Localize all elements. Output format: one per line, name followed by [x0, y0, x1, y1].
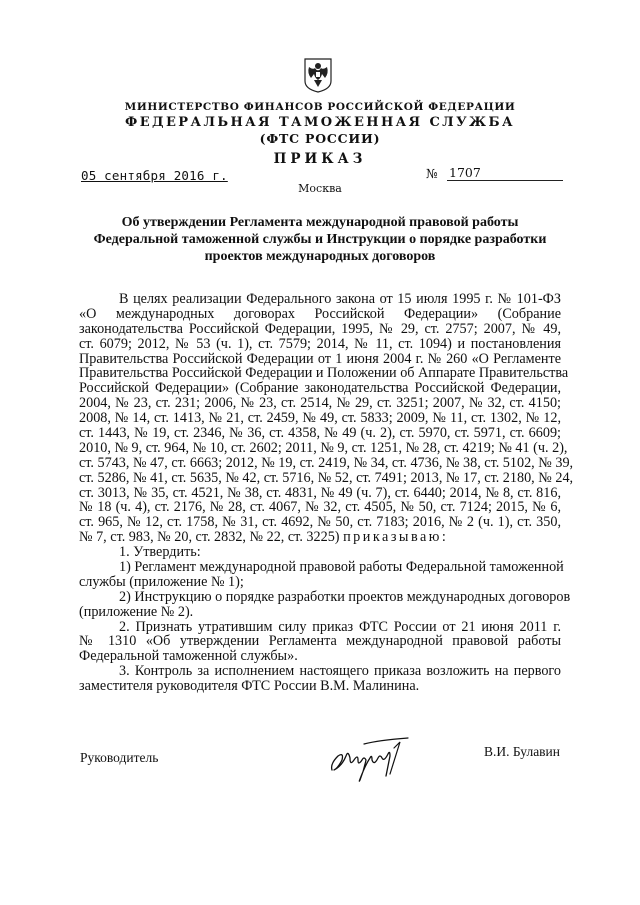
citation-end: № 7, ст. 983, № 20, ст. 2832, № 22, ст. 3225) [79, 529, 340, 546]
document-type: ПРИКАЗ [273, 151, 367, 167]
body-line: 2004, № 23, ст. 231; 2006, № 23, ст. 2514, № 29, ст. 3251; 2007, № 32, ст. 4150; [79, 395, 561, 412]
body-line: законодательства Российской Федерации, 1995, № 29, ст. 2757; 2007, № 49, [79, 320, 561, 337]
title-line: Об утверждении Регламента международной правовой работы [121, 215, 519, 230]
body-line: Правительства Российской Федерации от 1 июня 2004 г. № 260 «О Регламенте [79, 350, 561, 367]
body-line: № 18 (ч. 4), ст. 2176, № 28, ст. 4067, № 32, ст. 4505, № 50, ст. 7124; 2015, № 6, [79, 499, 561, 516]
agency-name: ФЕДЕРАЛЬНАЯ ТАМОЖЕННАЯ СЛУЖБА [125, 115, 515, 130]
body-line: 2008, № 14, ст. 1413, № 21, ст. 2459, № 49, ст. 5833; 2009, № 11, ст. 1302, № 12, [79, 410, 561, 427]
city: Москва [298, 182, 342, 195]
body-line: Российской Федерации» (Собрание законодательства Российской Федерации, [79, 380, 561, 397]
order-item-line: 1. Утвердить: [119, 544, 201, 561]
title-line: проектов международных договоров [204, 249, 436, 264]
body-line: В целях реализации Федерального закона от 15 июля 1995 г. № 101-ФЗ [119, 291, 561, 307]
order-number-label: № [426, 166, 438, 181]
body-line: Правительства Российской Федерации и Положении об Аппарате Правительства [79, 365, 569, 382]
order-number: 1707 [447, 166, 563, 181]
body-line: ст. 965, № 12, ст. 1758, № 31, ст. 4692, № 50, ст. 7183; 2016, № 2 (ч. 1), ст. 350, [79, 514, 561, 531]
agency-short-name: (ФТС РОССИИ) [259, 131, 381, 146]
russian-coat-of-arms-icon [303, 57, 333, 93]
handwritten-signature-icon [328, 730, 418, 786]
body-line: ст. 6079; 2012, № 53 (ч. 1), ст. 7579; 2014, № 11, ст. 1094) и постановления [79, 335, 561, 352]
order-item-line: 2) Инструкцию о порядке разработки проектов международных договоров [119, 588, 571, 605]
signer-name: В.И. Булавин [484, 744, 561, 759]
order-items [79, 544, 571, 695]
body-line: ст. 5286, № 41, ст. 5635, № 42, ст. 5716, № 52, ст. 7491; 2013, № 17, ст. 2180, № 24, [79, 469, 574, 486]
order-item-line: заместителя руководителя ФТС России В.М. Малинина. [79, 678, 420, 695]
title-line: Федеральной таможенной службы и Инструкции о порядке разработки [93, 232, 547, 247]
body-line: «О международных договорах Российской Федерации» (Собрание [79, 305, 561, 322]
order-item-line: № 1310 «Об утверждении Регламента международной правовой работы [79, 633, 561, 650]
order-date: 05 сентября 2016 г. [81, 168, 228, 183]
document-body [79, 291, 574, 695]
body-line: ст. 3013, № 35, ст. 4521, № 38, ст. 4831, № 49 (ч. 7), ст. 6440; 2014, № 8, ст. 816, [79, 484, 561, 501]
order-item-line: Федеральной таможенной службы». [79, 648, 298, 665]
body-line-order [79, 530, 561, 545]
order-item-line: 2. Признать утратившим силу приказ ФТС России от 21 июня 2011 г. [119, 618, 561, 635]
body-line: 2010, № 9, ст. 964, № 10, ст. 2602; 2011, № 9, ст. 1251, № 28, ст. 4219; № 41 (ч. 2), [79, 439, 568, 456]
order-item-line: (приложение № 2). [79, 603, 194, 620]
order-item-line: службы (приложение № 1); [79, 573, 244, 590]
body-line: ст. 1443, № 19, ст. 2346, № 36, ст. 4358, № 49 (ч. 2), ст. 5970, ст. 5971, ст. 6609; [79, 425, 561, 442]
signer-position: Руководитель [80, 750, 159, 765]
body-line: ст. 5743, № 47, ст. 6663; 2012, № 19, ст. 2419, № 34, ст. 4736, № 38, ст. 5102, № 39, [79, 454, 574, 471]
ministry-name: МИНИСТЕРСТВО ФИНАНСОВ РОССИЙСКОЙ ФЕДЕРАЦИИ [124, 101, 516, 113]
document-title [80, 214, 560, 265]
order-item-line: 3. Контроль за исполнением настоящего приказа возложить на первого [119, 663, 561, 680]
order-word: приказываю: [343, 529, 449, 546]
order-item-line: 1) Регламент международной правовой работы Федеральной таможенной [119, 559, 564, 576]
